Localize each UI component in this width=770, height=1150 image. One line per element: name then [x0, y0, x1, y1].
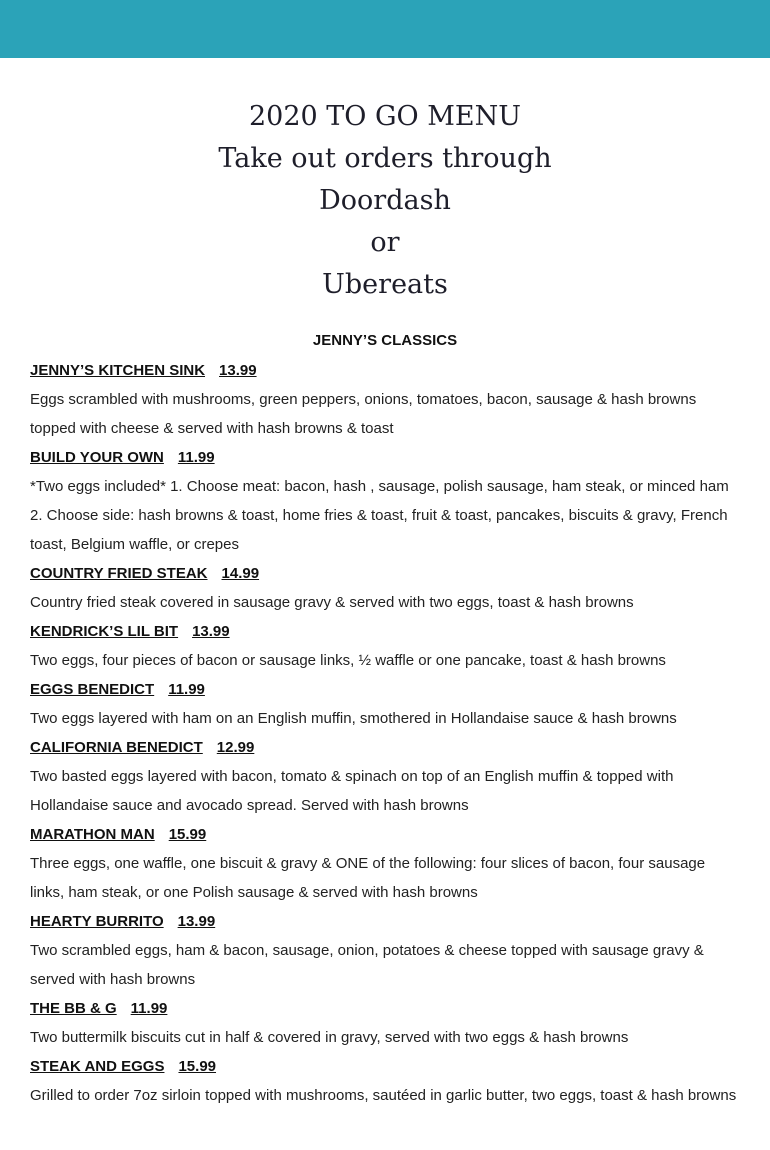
item-price: 13.99 — [219, 362, 257, 379]
item-title — [30, 443, 740, 472]
item-name: HEARTY BURRITO — [30, 913, 164, 930]
menu-item — [30, 356, 740, 443]
item-description: Two scrambled eggs, ham & bacon, sausage, onion, potatoes & cheese topped with sausage gravy & served with hash browns — [30, 942, 704, 988]
item-title — [30, 617, 740, 646]
menu-item — [30, 617, 740, 675]
item-price: 11.99 — [168, 681, 205, 698]
menu-item — [30, 994, 740, 1052]
menu-item — [30, 733, 740, 820]
item-description: Country fried steak covered in sausage gravy & served with two eggs, toast & hash browns — [30, 594, 634, 611]
menu-item — [30, 443, 740, 559]
heading-line: Ubereats — [322, 269, 448, 300]
menu-item — [30, 559, 740, 617]
section-title: JENNY’S CLASSICS — [312, 332, 458, 349]
menu-item — [30, 1052, 740, 1110]
item-name: COUNTRY FRIED STEAK — [30, 565, 208, 582]
item-title — [30, 675, 740, 704]
item-name: KENDRICK’S LIL BIT — [30, 623, 179, 640]
item-name: STEAK AND EGGS — [30, 1058, 165, 1075]
item-name: CALIFORNIA BENEDICT — [30, 739, 203, 756]
item-price: 13.99 — [192, 623, 230, 640]
item-price: 14.99 — [221, 565, 260, 582]
item-title — [30, 907, 740, 936]
item-price: 12.99 — [216, 739, 255, 756]
item-title — [30, 1052, 740, 1081]
item-description: Grilled to order 7oz sirloin topped with mushrooms, sautéed in garlic butter, two eggs, toast & hash browns — [30, 1087, 737, 1104]
menu-list — [30, 356, 740, 1110]
heading-line: Take out orders through — [218, 143, 552, 174]
item-title — [30, 733, 740, 762]
item-name: BUILD YOUR OWN — [30, 449, 164, 466]
item-name: MARATHON MAN — [30, 826, 155, 843]
item-price: 11.99 — [177, 449, 215, 466]
item-description: Two eggs layered with ham on an English muffin, smothered in Hollandaise sauce & hash browns — [30, 710, 677, 727]
heading-line: 2020 TO GO MENU — [248, 101, 522, 132]
item-title — [30, 559, 740, 588]
item-description: Two basted eggs layered with bacon, tomato & spinach on top of an English muffin & topped with Hollandaise sauce and avocado spread. Served with hash browns — [30, 768, 674, 814]
heading-line: Doordash — [319, 185, 451, 216]
item-name: EGGS BENEDICT — [30, 681, 155, 698]
item-price: 15.99 — [168, 826, 207, 843]
item-description: *Two eggs included* 1. Choose meat: bacon, hash , sausage, polish sausage, ham steak, or minced ham 2. Choose side: hash browns & toast, home fries & toast, fruit & toast, pancakes, biscuits & gravy, French toast, Belgium waffle, or crepes — [30, 478, 729, 553]
item-price: 11.99 — [130, 1000, 168, 1017]
top-banner-bar — [0, 0, 770, 58]
item-name: THE BB & G — [30, 1000, 117, 1017]
item-description: Three eggs, one waffle, one biscuit & gravy & ONE of the following: four slices of bacon, four sausage links, ham steak, or one Polish sausage & served with hash browns — [30, 855, 706, 901]
item-title — [30, 994, 740, 1023]
menu-item — [30, 820, 740, 907]
heading-line: or — [370, 227, 400, 258]
menu-heading — [0, 96, 770, 306]
menu-item — [30, 675, 740, 733]
item-price: 15.99 — [178, 1058, 217, 1075]
item-title — [30, 820, 740, 849]
item-price: 13.99 — [177, 913, 216, 930]
item-name: JENNY’S KITCHEN SINK — [30, 362, 206, 379]
item-description: Two eggs, four pieces of bacon or sausage links, ½ waffle or one pancake, toast & hash browns — [30, 652, 666, 669]
menu-item — [30, 907, 740, 994]
item-title — [30, 356, 740, 385]
item-description: Two buttermilk biscuits cut in half & covered in gravy, served with two eggs & hash browns — [30, 1029, 629, 1046]
item-description: Eggs scrambled with mushrooms, green peppers, onions, tomatoes, bacon, sausage & hash browns topped with cheese & served with hash browns & toast — [30, 391, 697, 437]
